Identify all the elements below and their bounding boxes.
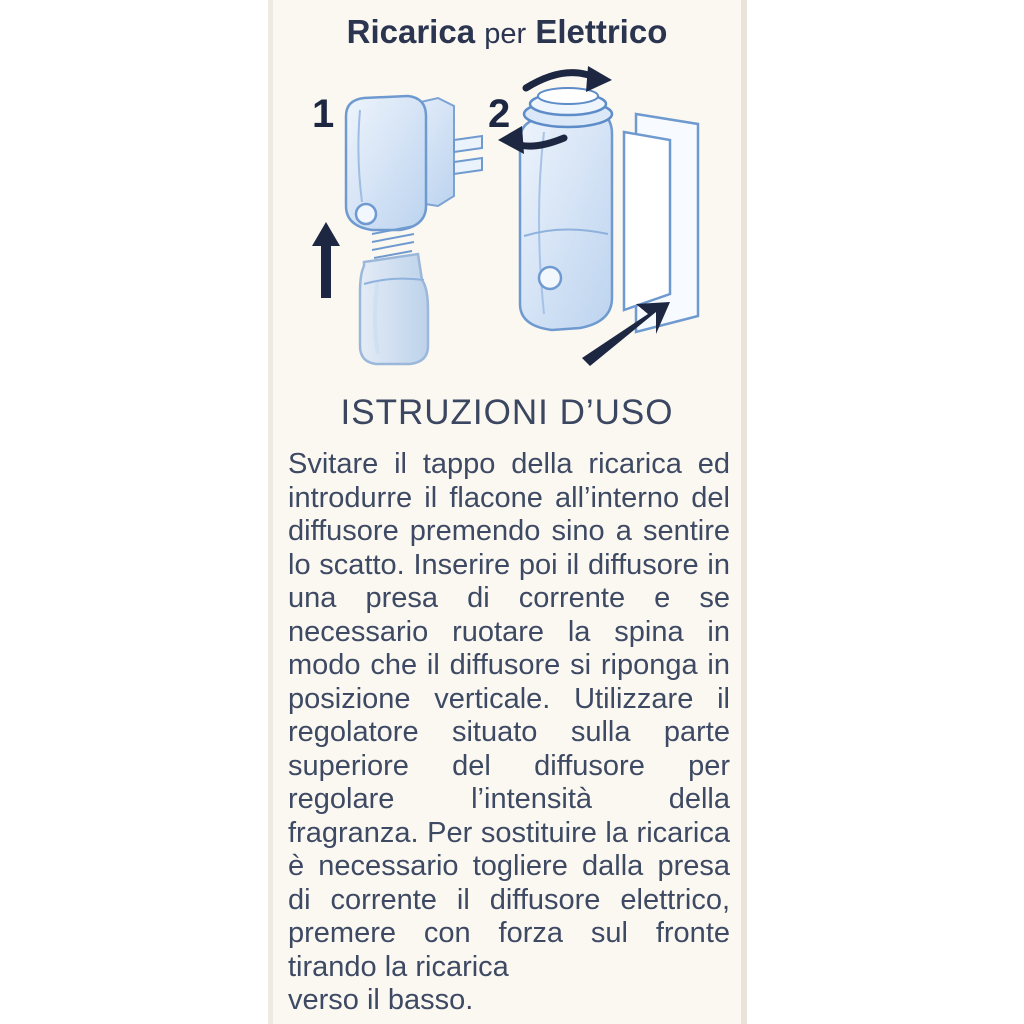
step2-diffuser-socket <box>498 66 698 366</box>
title-word-ricarica: Ricarica <box>346 13 476 50</box>
instructions-body <box>288 448 730 1018</box>
title-word-per: per <box>484 18 527 50</box>
step-number-1: 1 <box>312 92 335 136</box>
page-margin-right <box>747 0 1024 1024</box>
page-margin-left <box>0 0 268 1024</box>
arrow-rotate-top-icon <box>586 66 612 92</box>
panel-title <box>268 12 746 54</box>
arrow-rotate-left-icon <box>498 126 524 154</box>
diffuser-diagram-svg <box>268 66 746 376</box>
instructions-paragraph: Svitare il tappo della ricarica ed introdurre il flacone all’interno del diffusore premendo sino a sentire lo scatto. Inserire poi il diffusore in una presa di corrente e se necessario ruotare la spina in modo che il diffusore si riponga in posizione verticale. Utilizzare il regolatore situato sulla parte superiore del diffusore per regolare l’intensità della fragranza. Per sostituire la ricarica è necessario togliere dalla presa di corrente il diffusore elettrico, premere con forza sul fronte tirando la ricarica <box>288 448 730 983</box>
arrow-up-icon <box>312 222 340 298</box>
title-word-elettrico: Elettrico <box>535 13 668 50</box>
step1-diffuser <box>312 92 482 364</box>
instructions-last-line: verso il basso. <box>288 984 474 1016</box>
step-number-2: 2 <box>488 92 511 136</box>
instruction-illustration <box>268 66 746 376</box>
instructions-heading: ISTRUZIONI D’USO <box>340 393 674 432</box>
